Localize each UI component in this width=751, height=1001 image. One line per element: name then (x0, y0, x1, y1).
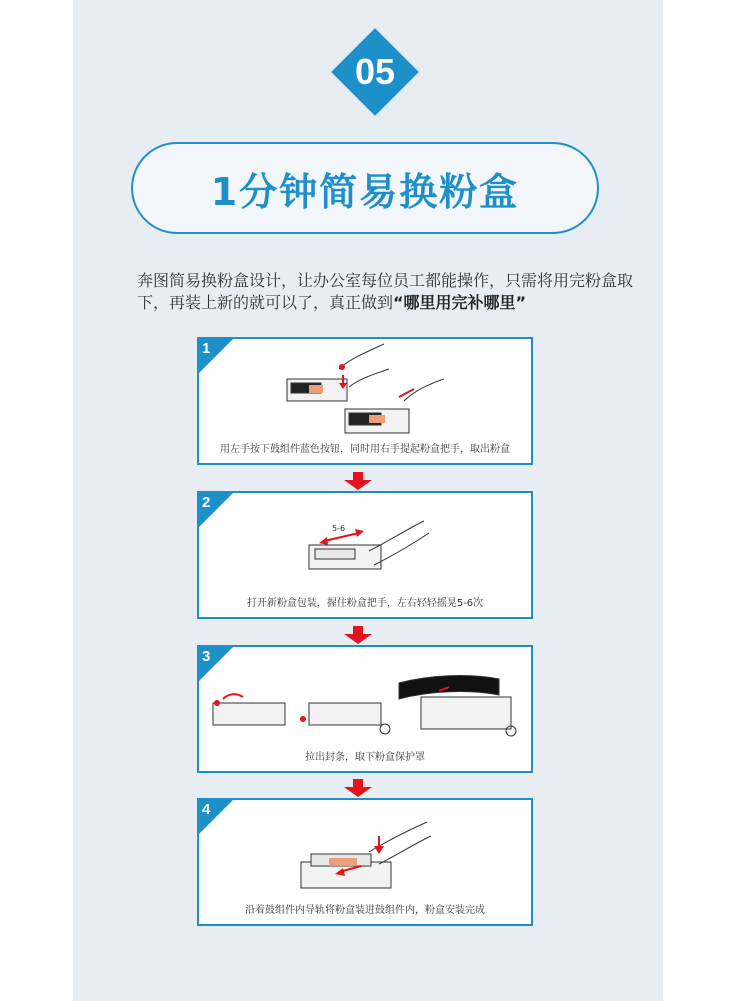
step-1-card (197, 337, 533, 465)
step-2-card (197, 491, 533, 619)
down-arrow-icon (344, 626, 372, 644)
step-4-card (197, 798, 533, 926)
page-title: 1分钟简易换粉盒 (210, 169, 520, 214)
step-3-caption: 拉出封条，取下粉盒保护罩 (305, 752, 425, 763)
intro-body: 奔图简易换粉盒设计，让办公室每位员工都能操作，只需将用完粉盒取下，再装上新的就可以了，真正做到 (137, 271, 634, 312)
badge-number: 05 (354, 51, 396, 92)
title-pill (131, 142, 599, 234)
step-1-caption: 用左手按下鼓组件蓝色按钮，同时用右手提起粉盒把手，取出粉盒 (220, 444, 510, 455)
step-1-number: 1 (202, 340, 211, 357)
step-4-number: 4 (202, 801, 211, 818)
intro-text (137, 270, 657, 314)
step-4-caption: 沿着鼓组件内导轨将粉盒装进鼓组件内，粉盒安装完成 (245, 905, 485, 916)
step-badge (331, 28, 419, 116)
intro-highlight: “哪里用完补哪里” (393, 293, 527, 312)
down-arrow-icon (344, 779, 372, 797)
down-arrow-icon (344, 472, 372, 490)
step-2-caption: 打开新粉盒包装，握住粉盒把手，左右轻轻摇晃5-6次 (246, 598, 484, 609)
shake-count-label: 5-6 (332, 524, 346, 533)
step-3-card (197, 645, 533, 773)
step-3-number: 3 (202, 648, 211, 665)
step-2-number: 2 (202, 494, 211, 511)
